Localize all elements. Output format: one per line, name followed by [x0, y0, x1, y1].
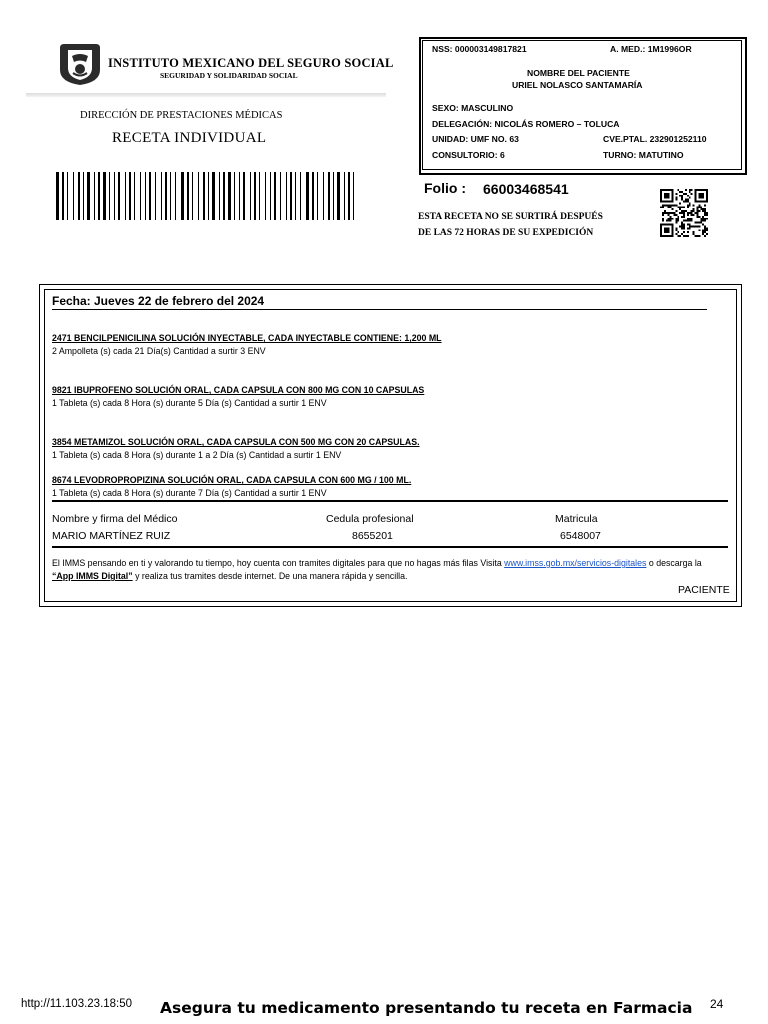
medication-dosage: 1 Tableta (s) cada 8 Hora (s) durante 5 Día (s) Cantidad a surtir 1 ENV: [52, 398, 327, 408]
message-text-middle: o descarga la: [646, 558, 702, 568]
patient-name: URIEL NOLASCO SANTAMARÍA: [512, 80, 643, 90]
cedula-label: Cedula profesional: [326, 513, 414, 525]
imss-eagle-logo-icon: [58, 40, 102, 86]
institution-name: INSTITUTO MEXICANO DEL SEGURO SOCIAL: [108, 56, 394, 70]
patient-sex: SEXO: MASCULINO: [432, 103, 514, 113]
medication-title: 9821 IBUPROFENO SOLUCIÓN ORAL, CADA CAPSULA CON 800 MG CON 10 CAPSULAS: [52, 385, 425, 395]
patient-nss: NSS: 000003149817821: [432, 44, 527, 54]
medication-dosage: 1 Tableta (s) cada 8 Hora (s) durante 7 Día (s) Cantidad a surtir 1 ENV: [52, 488, 327, 498]
patient-unit: UNIDAD: UMF NO. 63: [432, 134, 519, 144]
header-divider: [26, 93, 386, 97]
patient-delegation: DELEGACIÓN: NICOLÁS ROMERO – TOLUCA: [432, 119, 620, 129]
footer-url[interactable]: http://11.103.23.18:50: [21, 998, 133, 1010]
document-title: RECETA INDIVIDUAL: [112, 130, 267, 146]
expiry-warning-line-1: ESTA RECETA NO SE SURTIRÁ DESPUÉS: [418, 212, 603, 222]
direction-label: DIRECCIÓN DE PRESTACIONES MÉDICAS: [80, 110, 283, 121]
date-underline: [52, 309, 707, 310]
prescription-date: Fecha: Jueves 22 de febrero del 2024: [52, 294, 265, 308]
expiry-warning-line-2: DE LAS 72 HORAS DE SU EXPEDICIÓN: [418, 228, 594, 238]
message-text-after: y realiza tus tramites desde internet. De una manera rápida y sencilla.: [132, 571, 408, 581]
medication-title: 2471 BENCILPENICILINA SOLUCIÓN INYECTABLE, CADA INYECTABLE CONTIENE: 1,200 ML: [52, 333, 442, 343]
medication-title: 3854 METAMIZOL SOLUCIÓN ORAL, CADA CAPSULA CON 500 MG CON 20 CAPSULAS.: [52, 437, 420, 447]
medication-dosage: 1 Tableta (s) cada 8 Hora (s) durante 1 a 2 Día (s) Cantidad a surtir 1 ENV: [52, 450, 342, 460]
institution-subtitle: SEGURIDAD Y SOLIDARIDAD SOCIAL: [160, 71, 298, 80]
doctor-name-label: Nombre y firma del Médico: [52, 513, 178, 525]
signature-top-rule: [52, 500, 728, 502]
imss-digital-message: [52, 557, 722, 583]
matricula-value: 6548007: [560, 530, 601, 542]
footer-message: Asegura tu medicamento presentando tu receta en Farmacia: [160, 999, 693, 1017]
signature-bottom-rule: [52, 546, 728, 548]
patient-shift: TURNO: MATUTINO: [603, 150, 684, 160]
medication-title: 8674 LEVODROPROPIZINA SOLUCIÓN ORAL, CADA CAPSULA CON 600 MG / 100 ML.: [52, 475, 412, 485]
qr-code-icon: [659, 189, 709, 237]
message-text-before: El IMMS pensando en ti y valorando tu tiempo, hoy cuenta con tramites digitales para que no hagas más filas Visita: [52, 558, 505, 568]
patient-name-label: NOMBRE DEL PACIENTE: [527, 68, 630, 78]
doctor-name: MARIO MARTÍNEZ RUIZ: [52, 530, 171, 542]
barcode-icon: [56, 172, 354, 220]
patient-a-med: A. MED.: 1M1996OR: [610, 44, 692, 54]
page-number: 24: [710, 997, 724, 1011]
medication-dosage: 2 Ampolleta (s) cada 21 Día(s) Cantidad a surtir 3 ENV: [52, 346, 266, 356]
patient-consultorio: CONSULTORIO: 6: [432, 150, 505, 160]
imss-services-link[interactable]: www.imss.gob.mx/servicios-digitales: [504, 558, 647, 568]
folio-number: 66003468541: [483, 181, 569, 197]
patient-cve-ptal: CVE.PTAL. 232901252110: [603, 134, 707, 144]
copy-label: PACIENTE: [678, 584, 730, 596]
cedula-value: 8655201: [352, 530, 393, 542]
matricula-label: Matricula: [555, 513, 598, 525]
app-name: “App IMMS Digital”: [52, 571, 133, 581]
folio-label: Folio :: [424, 180, 466, 196]
